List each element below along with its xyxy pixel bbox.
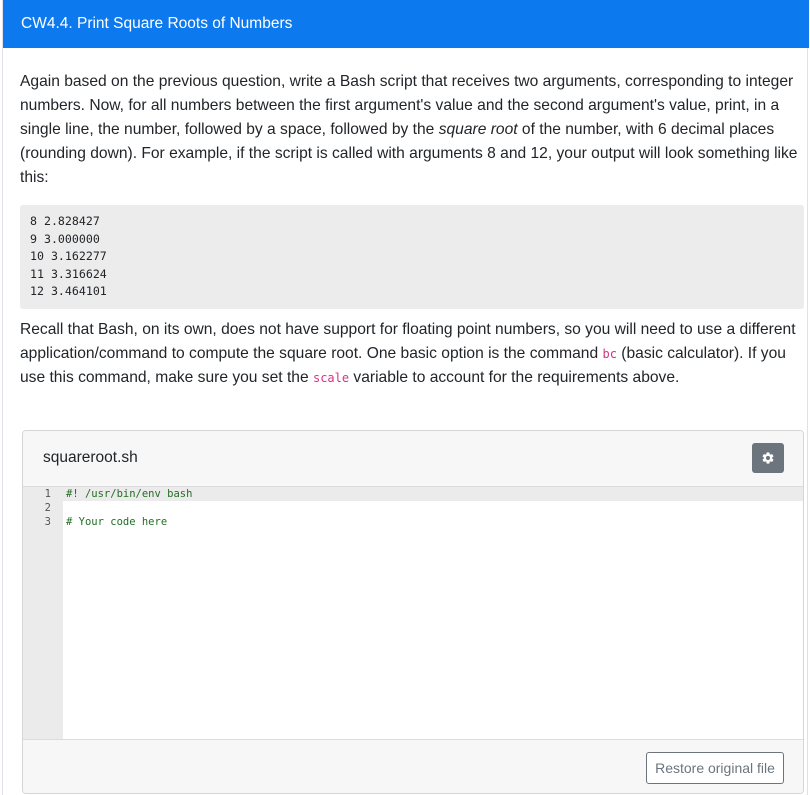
line-number: 1 (44, 488, 51, 500)
line-number: 2 (44, 502, 51, 514)
line-code[interactable]: #! /usr/bin/env bash (66, 488, 193, 500)
code-editor-card (22, 430, 804, 794)
editor-filename: squareroot.sh (43, 449, 138, 466)
question-title: CW4.4. Print Square Roots of Numbers (3, 0, 809, 48)
example-output-line: 12 3.464101 (30, 284, 107, 298)
inline-code-bc: bc (602, 347, 617, 361)
restore-original-file-button[interactable]: Restore original file (646, 752, 784, 784)
example-output-line: 8 2.828427 (30, 214, 100, 228)
code-line[interactable] (23, 501, 803, 515)
line-code[interactable]: # Your code here (66, 516, 168, 528)
line-number: 3 (44, 516, 51, 528)
emphasis-text: square root (438, 121, 518, 138)
editor-header (23, 431, 803, 487)
recall-paragraph (20, 318, 804, 390)
recall-text-end: variable to account for the requirements above. (349, 369, 680, 386)
code-editor[interactable] (23, 487, 803, 739)
editor-footer (23, 739, 803, 794)
inline-code-scale: scale (312, 371, 350, 385)
recall-text-continued: (basic calculator). If you use this command, make sure you set the (20, 345, 786, 386)
settings-button[interactable] (752, 443, 784, 473)
example-output-line: 10 3.162277 (30, 249, 107, 263)
code-line[interactable] (23, 487, 803, 501)
example-output-line: 11 3.316624 (30, 266, 107, 281)
example-output-line: 9 3.000000 (30, 231, 100, 246)
question-description (20, 70, 804, 190)
description-text: Again based on the previous question, write a Bash script that receives two arguments, corresponding to integer numbers. Now, for all numbers between the first argument's value and the second argument's value, print, in a single line, the number, followed by a space, followed by the (20, 73, 794, 138)
code-line[interactable] (23, 515, 803, 529)
example-output-block (20, 205, 804, 309)
description-text-continued: of the number, with 6 decimal places (rounding down). For example, if the script is called with arguments 8 and 12, your output will look something like this: (20, 121, 798, 186)
gear-icon (761, 451, 775, 465)
recall-text: Recall that Bash, on its own, does not have support for floating point numbers, so you will need to use a different application/command to compute the square root. One basic option is the command (20, 321, 796, 362)
